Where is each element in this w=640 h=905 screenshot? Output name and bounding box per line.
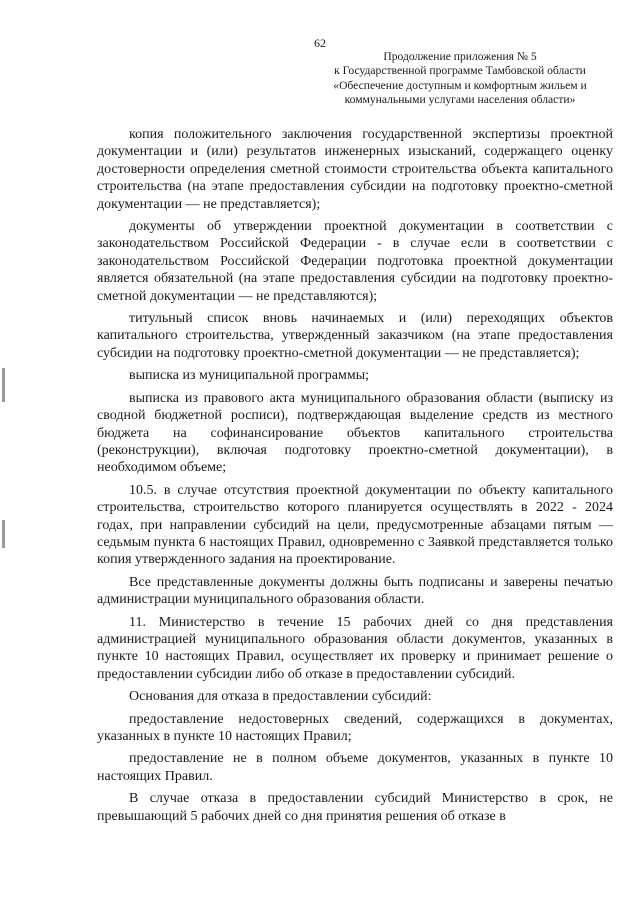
page-number: 62 [314,36,326,50]
paragraph: 11. Министерство в течение 15 рабочих дней со дня представления администрацией муниципального образования области документов, указанных в пункте 10 настоящих Правил, осуществляет их проверку и принимает решение о предоставлении субсидии либо об отказе в предоставлении субсидий. [97,614,613,682]
document-body [97,126,613,825]
header-line-4: коммунальными услугами населения области» [344,93,576,107]
paragraph: титульный список вновь начинаемых и (или) переходящих объектов капитального строительства, утвержденный заказчиком (на этапе предоставления субсидии на подготовку проектно-сметной документации — не представляется); [97,311,613,361]
paragraph: документы об утверждении проектной документации в соответствии с законодательством Российской Федерации - в случае если в соответствии с законодательством Российской Федерации подготовка проектной документации является обязательной (на этапе предоставления субсидии на подготовку проектно-сметной документации — не представляются); [97,219,613,304]
header-line-3: «Обеспечение доступным и комфортным жильем и [333,78,587,92]
paragraph: выписка из муниципальной программы; [129,368,370,384]
paragraph: выписка из правового акта муниципального образования области (выписку из сводной бюджетной росписи), подтверждающая выделение средств из местного бюджета на софинансирование объектов капитального строительства (реконструкции), включая подготовку проектно-сметной документации), в необходимом объеме; [97,390,613,476]
paragraph: 10.5. в случае отсутствия проектной документации по объекту капитального строительства, строительство которого планируется осуществлять в 2022 - 2024 годах, при направлении субсидий на цели, предусмотренные абзацами пятым — седьмым пункта 6 настоящих Правил, одновременно с Заявкой представляется только копия утвержденного задания на проектирование. [97,482,613,568]
header-line-2: к Государственной программе Тамбовской области [334,64,586,78]
scan-margin-mark-upper [2,368,5,402]
paragraph: В случае отказа в предоставлении субсидий Министерство в срок, не превышающий 5 рабочих дней со дня принятия решения об отказе в [97,791,613,824]
paragraph: Все представленные документы должны быть подписаны и заверены печатью администрации муниципального образования области. [97,574,613,608]
paragraph: Основания для отказа в предоставлении субсидий: [129,689,432,705]
paragraph: предоставление недостоверных сведений, содержащихся в документах, указанных в пункте 10 настоящих Правил; [97,711,613,744]
header-line-1: Продолжение приложения № 5 [383,50,537,63]
appendix-header [310,50,610,108]
paragraph: копия положительного заключения государственной экспертизы проектной документации и (или) результатов инженерных изысканий, содержащего оценку достоверности определения сметной стоимости строительства объекта капитального строительства (на этапе предоставления субсидии на подготовку проектно-сметной документации — не представляется); [97,127,613,212]
scan-margin-mark-lower [2,520,5,548]
paragraph: предоставление не в полном объеме документов, указанных в пункте 10 настоящих Правил. [97,751,613,784]
